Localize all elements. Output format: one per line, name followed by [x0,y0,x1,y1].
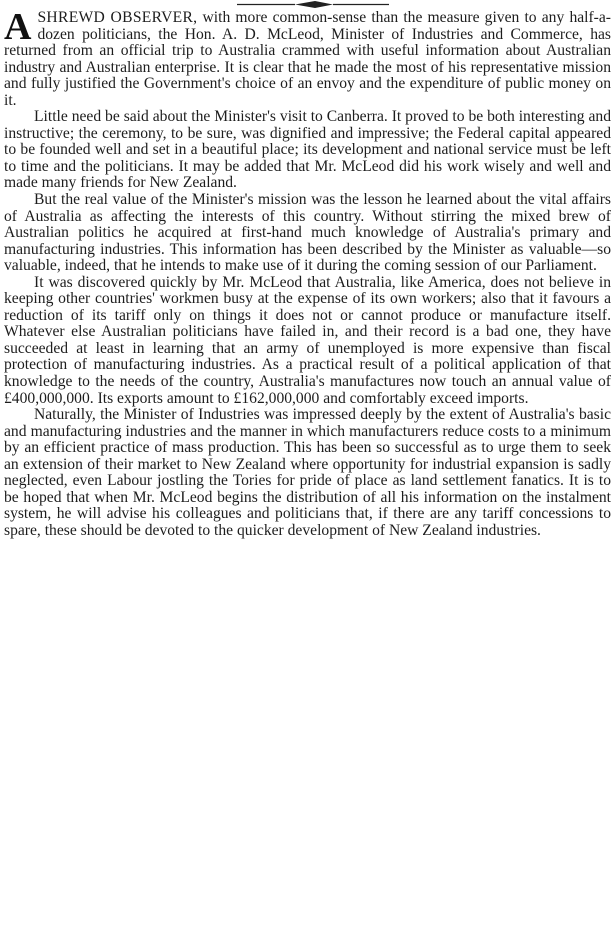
article-paragraph-5: Naturally, the Minister of Industries was impressed deeply by the extent of Australia's basic and manufacturing industries and the manner in which manufacturers reduce costs to a minimum by an efficient practice of mass production. This has been so successful as to urge them to seek an extension of their market to New Zealand where opportunity for industrial expansion is sadly neglected, even Labour jostling the Tories for pride of place as land settlement fanatics. It is to be hoped that when Mr. McLeod begins the distribution of all his information on the instalment system, he will advise his colleagues and politicians that, if there are any tariff concessions to spare, these should be devoted to the quicker development of New Zealand industries. [4,406,611,539]
drop-cap: A [4,6,32,48]
article-body [4,6,611,540]
article-paragraph-4: It was discovered quickly by Mr. McLeod that Australia, like America, does not believe in keeping other countries' workmen busy at the expense of its own workers; also that it favours a reduction of its tariff only on things it does not or cannot produce or manufacture itself. Whatever else Australian politicians have failed in, and their record is a bad one, they have succeeded at least in learning that an army of unemployed is more expensive than fiscal protection of manufacturing industries. As a practical result of a political application of that knowledge to the needs of the country, Australia's manufactures now touch an annual value of £400,000,000. Its exports amount to £162,000,000 and comfortably exceed imports. [4,273,611,407]
paragraph-1-text: with more common-sense than the measure given to any half-a-dozen politicians, the Hon. A. D. McLeod, Minister of Industries and Commerce, has returned from an official trip to Australia crammed with useful information about Australian industry and Australian enterprise. It is clear that he made the most of his representative mission and fully justified the Government's choice of an envoy and the expenditure of public money on it. [4,9,611,109]
lead-in-caps: SHREWD OBSERVER, [37,9,198,26]
article-paragraph-1 [4,6,611,109]
article-paragraph-3: But the real value of the Minister's mission was the lesson he learned about the vital affairs of Australia as affecting the interests of this country. Without stirring the mixed brew of Australian politics he acquired at first-hand much knowledge of Australia's primary and manufacturing industries. This information has been described by the Minister as valuable—so valuable, indeed, that he intends to make use of it during the coming session of our Parliament. [4,191,611,275]
section-divider-ornament [237,0,389,9]
article-paragraph-2: Little need be said about the Minister's visit to Canberra. It proved to be both interesting and instructive; the ceremony, to be sure, was dignified and impressive; the Federal capital appeared to be founded well and set in a beautiful place; its development and national service must be left to time and the politicians. It may be added that Mr. McLeod did his work wisely and well and made many friends for New Zealand. [4,108,611,192]
